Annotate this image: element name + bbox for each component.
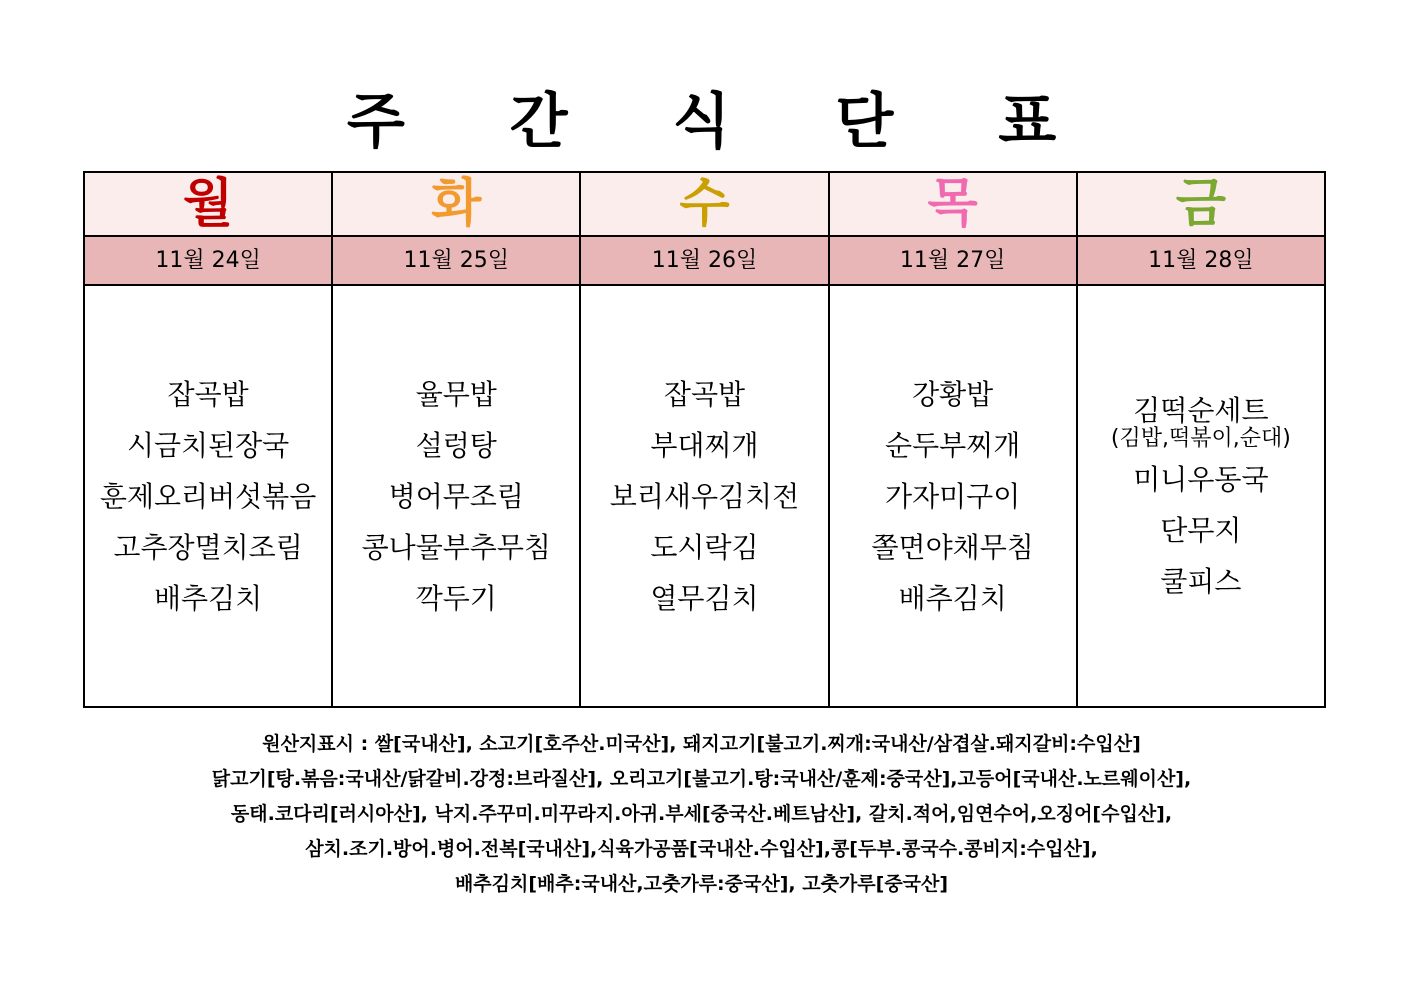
- menu-item: 설렁탕: [415, 428, 497, 462]
- day-cell-fri: [1077, 172, 1325, 236]
- menu-items-row: [84, 285, 1325, 707]
- weekday-label-thu: 목: [927, 174, 978, 234]
- menu-cell-fri: [1077, 285, 1325, 707]
- menu-item: 잡곡밥: [663, 377, 746, 411]
- origin-line: 원산지표시 : 쌀[국내산], 소고기[호주산.미국산], 돼지고기[불고기.찌개:국내산/삼겹살.돼지갈비:수입산]: [262, 733, 1141, 755]
- menu-item: 훈제오리버섯볶음: [99, 479, 317, 513]
- date-label-wed: 11월 26일: [651, 248, 758, 273]
- menu-item: 가자미구이: [885, 479, 1021, 513]
- date-cell-thu: [829, 236, 1077, 285]
- menu-item: 보리새우김치전: [609, 479, 800, 513]
- weekday-label-tue: 화: [431, 174, 482, 234]
- weekday-label-fri: 금: [1175, 174, 1226, 234]
- menu-item: 열무김치: [650, 581, 759, 615]
- menu-item: 병어무조림: [388, 479, 524, 513]
- date-label-mon: 11월 24일: [155, 248, 261, 273]
- menu-item-note: (김밥,떡볶이,순대): [1110, 426, 1291, 451]
- date-cell-fri: [1077, 236, 1325, 285]
- menu-cell-mon: [84, 285, 332, 707]
- menu-cell-tue: [332, 285, 580, 707]
- date-label-thu: 11월 27일: [899, 248, 1006, 273]
- weekday-header-row: [84, 172, 1325, 236]
- day-cell-mon: [84, 172, 332, 236]
- menu-item: 부대찌개: [650, 428, 759, 462]
- menu-item: 쿨피스: [1160, 565, 1242, 598]
- menu-item: 김떡순세트: [1133, 394, 1269, 427]
- day-cell-wed: [580, 172, 828, 236]
- menu-cell-thu: [829, 285, 1077, 707]
- menu-item: 고추장멸치조림: [113, 530, 303, 564]
- menu-cell-wed: [580, 285, 828, 707]
- menu-list-thu: [830, 369, 1076, 624]
- origin-notice: [60, 727, 1343, 902]
- menu-list-mon: [85, 369, 331, 624]
- menu-list-wed: [581, 369, 827, 624]
- menu-list-fri: [1078, 385, 1324, 607]
- day-cell-thu: [829, 172, 1077, 236]
- menu-item: 깍두기: [415, 581, 497, 615]
- date-row: [84, 236, 1325, 285]
- date-cell-mon: [84, 236, 332, 285]
- page-title: 주 간 식 단 표: [346, 87, 1099, 157]
- menu-list-tue: [333, 369, 579, 624]
- menu-item: 잡곡밥: [167, 377, 249, 411]
- date-label-tue: 11월 25일: [403, 248, 510, 273]
- date-cell-wed: [580, 236, 828, 285]
- weekday-label-mon: 월: [182, 174, 234, 234]
- menu-item: 배추김치: [898, 581, 1007, 615]
- menu-item: 콩나물부추무침: [361, 530, 551, 564]
- menu-item: 시금치된장국: [126, 428, 290, 462]
- origin-line: 닭고기[탕.볶음:국내산/닭갈비.강정:브라질산], 오리고기[불고기.탕:국내산/훈제:중국산],고등어[국내산.노르웨이산],: [211, 768, 1192, 790]
- weekly-menu-table: [83, 171, 1326, 708]
- menu-item: 강황밥: [912, 377, 994, 411]
- menu-item: 미니우동국: [1133, 463, 1269, 496]
- origin-line: 삼치.조기.방어.병어.전복[국내산],식육가공품[국내산.수입산],콩[두부.콩국수.콩비지:수입산],: [305, 838, 1098, 860]
- menu-item: 순두부찌개: [885, 428, 1021, 462]
- menu-item: 단무지: [1160, 514, 1242, 547]
- menu-item: 율무밥: [415, 377, 497, 411]
- day-cell-tue: [332, 172, 580, 236]
- menu-item: 도시락김: [650, 530, 759, 564]
- menu-item: 배추김치: [153, 581, 263, 615]
- origin-line: 배추김치[배추:국내산,고춧가루:중국산], 고춧가루[중국산]: [454, 873, 949, 895]
- date-cell-tue: [332, 236, 580, 285]
- weekday-label-wed: 수: [679, 174, 730, 234]
- date-label-fri: 11월 28일: [1148, 248, 1254, 273]
- menu-item: 쫄면야채무침: [871, 530, 1034, 564]
- origin-line: 동태.코다리[러시아산], 낙지.주꾸미.미꾸라지.아귀.부세[중국산.베트남산], 갈치.적어,임연수어,오징어[수입산],: [230, 803, 1173, 825]
